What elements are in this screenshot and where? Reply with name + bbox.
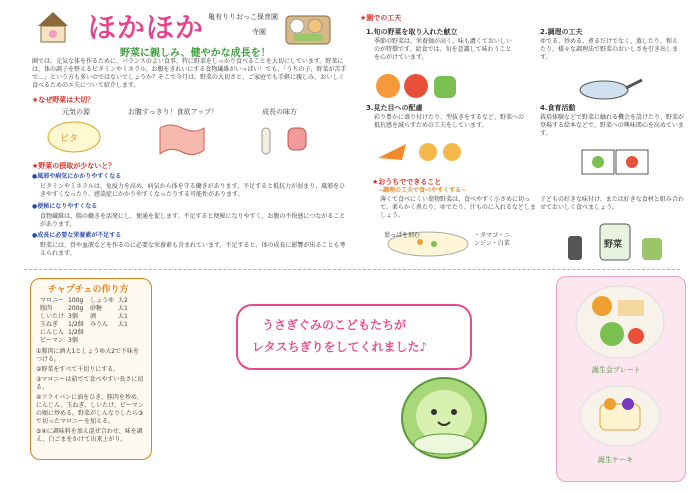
- recipe-step: ④フライパンに油をひき、豚肉を炒め、にんじん、玉ねぎ、しいたけ、ピーマンの順に炒める。野菜がしんなりしたら③で切ったマロニーを加える。: [36, 394, 144, 425]
- intro-text: 園では、元気な体を作るために、バランスのよい食事、特に野菜をしっかり食べることを大切にしています。野菜には、体の調子を整えるビタミンやミネラル、お腹をきれいにする食物繊維がいっぱい！でも、「うちの子、野菜が苦手で…」という方も多いのではないでしょうか？そこで今月は、野菜の大切さと、ご家庭でも手軽に親しみ、おいしく食べるためのエ夫について紹介します。: [32, 58, 347, 89]
- shaped-carrot-icon: [372, 136, 472, 166]
- why-heading: ★なぜ野菜は大切？: [32, 96, 95, 104]
- effort1-heading: 1.旬の野菜を取り入れた献立: [366, 28, 458, 36]
- point2-heading: ●便秘になりやすくなる: [32, 203, 98, 210]
- recipe-title: チャプチェの作り方: [48, 285, 129, 295]
- soup-bowl-icon: [380, 224, 480, 260]
- ingredient-name: にんじん: [40, 329, 65, 336]
- ingredient-qty: 1/2個: [68, 329, 84, 336]
- stomach-icon: [150, 118, 220, 160]
- point1-text: ビタミンやミネラルは、免疫力を高め、病気から体を守る働きがあります。不足すると抵抗力が弱まり、風邪をひきやすくなったり、感染症にかかりやすくなったりする可能性があります。: [40, 183, 346, 198]
- ingredient-qty: 大1: [118, 321, 128, 328]
- point1-heading: ●風邪や病気にかかりやすくなる: [32, 173, 122, 180]
- message-box: [236, 304, 472, 370]
- effort4-heading: 4.食育活動: [540, 104, 576, 112]
- ingredient-qty: 大1: [118, 305, 128, 312]
- dept-name: 寺園: [252, 28, 266, 36]
- ingredient-name: 砂糖: [90, 305, 103, 312]
- soup-note: ・タマゴ・ニンジン・白菜: [474, 232, 511, 247]
- ingredient-qty: 100g: [68, 297, 84, 304]
- ingredient-name: 豚肉: [40, 305, 53, 312]
- point2-text: 食物繊維は、腸の働きを活発にし、便通を促します。不足すると便秘になりやすく、お腹の不快感につながることがあります。: [40, 213, 346, 228]
- ingredient-name: みりん: [90, 321, 109, 328]
- effort1-text: 季節の野菜は、栄養価が高く、味も濃くておいしいのが特徴です。給食では、旬を意識して味わうことを心がけています。: [374, 38, 512, 61]
- subtitle: 野菜に親しみ、健やかな成長を！: [120, 48, 271, 59]
- ingredient-qty: 3個: [68, 337, 78, 344]
- ingredient-name: ピーマン: [40, 337, 64, 344]
- cooking-pan-icon: [574, 70, 644, 102]
- ingredient-name: 酒: [90, 313, 97, 320]
- recipe-step: ②野菜をすべて千切りにする。: [36, 366, 120, 373]
- recipe-step: ⑤④に調味料を加え混ぜ合わせ、味を調え、白ごまをかけて出来上がり。: [36, 428, 143, 443]
- bubble-growth: 成長の味方: [262, 108, 297, 116]
- recipe-step: ①豚肉に酒大1としょうゆ大2で下味をつける。: [36, 348, 140, 363]
- home-heading: ★おうちでできること: [372, 178, 442, 186]
- bubble-energy: 元気の源: [62, 108, 90, 116]
- effort3-text: 彩り豊かに盛り付けたり、型抜きをするなど、野菜への抵抗感を減らすための工夫をしています。: [374, 114, 525, 129]
- effort2-text: ゆでる、炒める、煮るだけでなく、蒸したり、和えたり、様々な調理法で野菜のおいしさを引き出します。: [540, 38, 679, 61]
- meal-tray-icon: [285, 12, 331, 46]
- picture-book-icon: [580, 146, 650, 176]
- ingredient-qty: 大2: [118, 297, 128, 304]
- effort4-text: 栽培体験などで野菜に触れる機会を設けたり、野菜が登場する絵本などで、野菜への興味関心を高めています。: [540, 114, 685, 137]
- vegetables-icon: [372, 70, 472, 102]
- section-divider: [24, 269, 680, 270]
- bubble-digestion: お腹すっきり！食欲アップ！: [128, 108, 219, 116]
- ingredient-name: しょうゆ: [90, 297, 115, 304]
- ingredient-qty: 3個: [68, 313, 78, 320]
- home-text: 薄くて食べにくい葉物野菜は、食べやすく小さめに切って、柔らかく煮たり、ゆでたり、汁ものに入れるなどしましょう。: [380, 196, 536, 219]
- bone-icon: [248, 118, 318, 160]
- recipe-step: ③マロニーは茹でて食べやすい長さに切る。: [36, 376, 144, 391]
- birthday-plate-photo: [572, 282, 668, 362]
- plate-caption: 誕生会プレート: [592, 366, 641, 374]
- point3-heading: ●成長に必要な栄養素が不足する: [32, 232, 122, 239]
- effort2-heading: 2.調理の工夫: [540, 28, 583, 36]
- recipe-ingredients: [40, 297, 144, 345]
- ingredient-name: しいたけ: [40, 313, 65, 320]
- lettuce-mascot-icon: [396, 366, 492, 462]
- birthday-cake-photo: [572, 382, 668, 450]
- logo-title: ほかほか: [88, 11, 205, 44]
- ingredient-name: 玉ねぎ: [40, 321, 59, 328]
- ingredient-qty: 1/2個: [68, 321, 84, 328]
- point3-text: 野菜には、骨や血液などを作るのに必要な栄養素も含まれています。不足すると、体の成長に影響が出ることも考えられます。: [40, 242, 346, 257]
- recipe-steps: [36, 348, 144, 444]
- cake-caption: 誕生ケーキ: [598, 456, 633, 464]
- lack-heading: ★野菜の摂取が少ないと？: [32, 162, 116, 170]
- jar-label: 野菜: [604, 240, 623, 250]
- message-line2: レタスちぎりをしてくれました♪: [252, 340, 428, 354]
- svg-text:ビタ: ビタ: [60, 134, 79, 144]
- logo-house-icon: [36, 10, 70, 44]
- ingredient-qty: 200g: [68, 305, 84, 312]
- bowl-note: 葉っぱを刻む: [384, 232, 421, 239]
- message-line1: うさぎぐみのこどもたちが: [262, 318, 407, 332]
- home-subheading: ~調理の工夫で食べやすくする~: [378, 187, 467, 194]
- home-text2: 子どもの好きな味付け、または好きな食材と組み合わせておいしく食べましょう。: [540, 196, 684, 211]
- school-name: 亀有りりおっこ保育園: [208, 13, 278, 21]
- ingredient-name: マロニー: [40, 297, 65, 304]
- effort3-heading: 3.見た目への配慮: [366, 104, 423, 112]
- ingredient-qty: 大1: [118, 313, 128, 320]
- vitamin-pill-icon: [44, 118, 104, 156]
- efforts-heading: ★園での工夫: [360, 14, 402, 22]
